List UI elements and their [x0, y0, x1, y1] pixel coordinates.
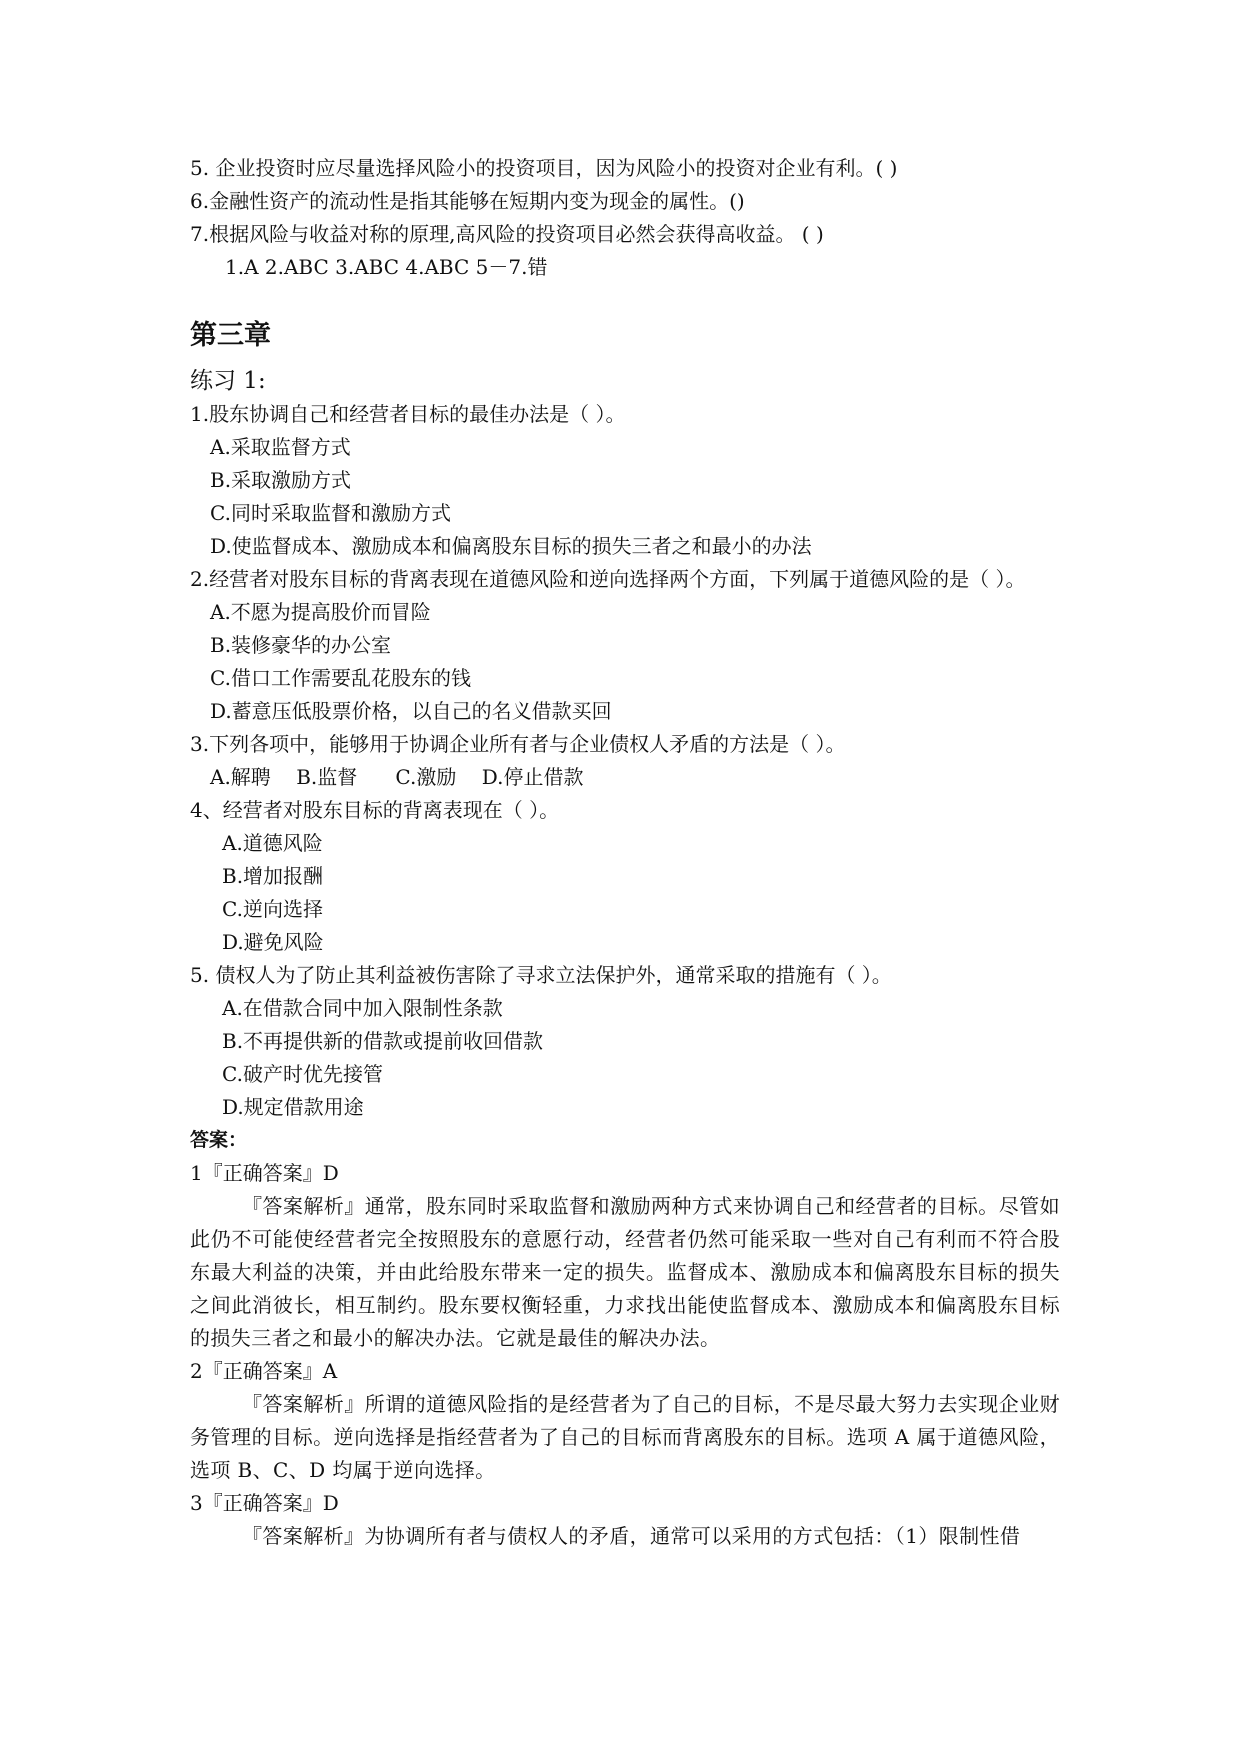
answers-heading: 答案： — [190, 1129, 248, 1151]
chapter-title: 第三章 — [190, 320, 271, 351]
document-page — [190, 152, 1060, 1553]
exercise-label: 练习 1: — [190, 368, 266, 394]
question-option: C.逆向选择 — [222, 897, 323, 921]
question-option: D.使监督成本、激励成本和偏离股东目标的损失三者之和最小的办法 — [210, 534, 812, 558]
correct-answer: 1『正确答案』D — [190, 1161, 339, 1185]
question-option: A.在借款合同中加入限制性条款 — [222, 996, 503, 1020]
question-stem: 3.下列各项中，能够用于协调企业所有者与企业债权人矛盾的方法是（ ）。 — [190, 732, 846, 756]
question-option: A.不愿为提高股价而冒险 — [210, 600, 431, 624]
question-option: A.道德风险 — [222, 831, 323, 855]
question-text: 7.根据风险与收益对称的原理,高风险的投资项目必然会获得高收益。 ( ) — [190, 222, 824, 246]
question-option: B.增加报酬 — [222, 864, 324, 888]
question-option: C.同时采取监督和激励方式 — [210, 501, 451, 525]
question-option: B.采取激励方式 — [210, 468, 352, 492]
question-option: B.不再提供新的借款或提前收回借款 — [222, 1029, 544, 1053]
question-stem: 5. 债权人为了防止其利益被伤害除了寻求立法保护外，通常采取的措施有（ ）。 — [190, 963, 892, 987]
answer-analysis: 『答案解析』所谓的道德风险指的是经营者为了自己的目标，不是尽最大努力去实现企业财务管理的目标。逆向选择是指经营者为了自己的目标而背离股东的目标。选项 A 属于道德风险，选项 B、C、D 均属于逆向选择。 — [190, 1392, 1060, 1482]
question-options-inline: A.解聘 B.监督 C.激励 D.停止借款 — [210, 765, 584, 789]
question-option: B.装修豪华的办公室 — [210, 633, 392, 657]
question-text: 5. 企业投资时应尽量选择风险小的投资项目，因为风险小的投资对企业有利。( ) — [190, 156, 898, 180]
question-option: D.避免风险 — [222, 930, 324, 954]
question-option: C.破产时优先接管 — [222, 1062, 383, 1086]
correct-answer: 3『正确答案』D — [190, 1491, 339, 1515]
question-stem: 4、经营者对股东目标的背离表现在（ ）。 — [190, 798, 560, 822]
answer-analysis: 『答案解析』通常，股东同时采取监督和激励两种方式来协调自己和经营者的目标。尽管如此仍不可能使经营者完全按照股东的意愿行动，经营者仍然可能采取一些对自己有利而不符合股东最大利益的决策，并由此给股东带来一定的损失。监督成本、激励成本和偏离股东目标的损失之间此消彼长，相互制约。股东要权衡轻重，力求找出能使监督成本、激励成本和偏离股东目标的损失三者之和最小的解决办法。它就是最佳的解决办法。 — [190, 1194, 1060, 1350]
answer-analysis: 『答案解析』为协调所有者与债权人的矛盾，通常可以采用的方式包括：（1）限制性借 — [242, 1524, 1021, 1548]
question-stem: 1.股东协调自己和经营者目标的最佳办法是（ ）。 — [190, 402, 626, 426]
answer-key-line: 1.A 2.ABC 3.ABC 4.ABC 5－7.错 — [225, 255, 548, 279]
question-option: C.借口工作需要乱花股东的钱 — [210, 666, 471, 690]
correct-answer: 2『正确答案』A — [190, 1359, 338, 1383]
question-option: D.规定借款用途 — [222, 1095, 364, 1119]
question-option: A.采取监督方式 — [210, 435, 351, 459]
question-option: D.蓄意压低股票价格，以自己的名义借款买回 — [210, 699, 612, 723]
question-text: 6.金融性资产的流动性是指其能够在短期内变为现金的属性。() — [190, 189, 745, 213]
question-stem: 2.经营者对股东目标的背离表现在道德风险和逆向选择两个方面，下列属于道德风险的是（ ）。 — [190, 567, 1026, 591]
